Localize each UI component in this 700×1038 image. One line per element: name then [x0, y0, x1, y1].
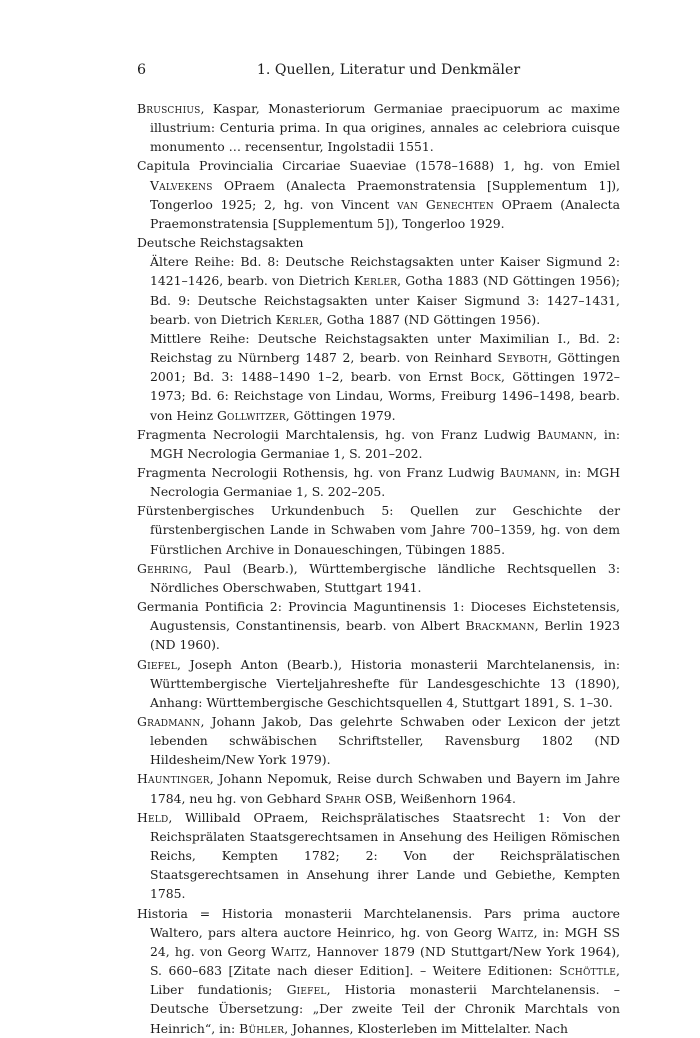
bibliography-list — [137, 99, 620, 1038]
entry-text: Fragmenta Necrologii Rothensis, hg. von Franz Ludwig — [137, 464, 500, 480]
entry-text: , in: MGH SS 24, hg. von Georg — [150, 924, 620, 959]
entry-text: , Berlin 1923 (ND 1960). — [150, 618, 620, 653]
bibliography-entry — [137, 769, 620, 807]
entry-text: , Historia monasterii Marchtelanensis. – Deutsche Übersetzung: „Der zweite Teil der Chronik Marchtals von Heinrich“, in: — [150, 982, 620, 1036]
entry-text: , Paul (Bearb.), Württembergische ländliche Rechtsquellen 3: Nördliches Oberschwaben, Stuttgart 1941. — [150, 560, 620, 595]
entry-text: , Johannes, Klosterleben im Mittelalter. Nach — [284, 1020, 568, 1036]
page-number: 6 — [137, 62, 147, 78]
entry-text: OSB, Weißenhorn 1964. — [360, 790, 516, 806]
bibliography-entry — [137, 501, 620, 558]
entry-text: , Johann Nepomuk, Reise durch Schwaben und Bayern im Jahre 1784, neu hg. von Gebhard — [150, 771, 620, 806]
running-head: 1. Quellen, Literatur und Denkmäler — [256, 62, 521, 78]
entry-text: , Hannover 1879 (ND Stuttgart/New York 1964), S. 660–683 [Zitate nach dieser Edition]. – Weitere Editionen: — [150, 943, 620, 979]
page-header — [137, 62, 620, 84]
entry-text: Ältere Reihe: Bd. 8: Deutsche Reichstagsakten unter Kaiser Sigmund 2: 1421–1426, bearb. von Dietrich — [150, 254, 620, 289]
entry-text: , Göttingen 2001; Bd. 3: 1488–1490 1–2, bearb. von Ernst — [150, 350, 620, 385]
bibliography-entry — [137, 156, 620, 233]
bibliography-entry — [137, 559, 620, 597]
author-name: Seyboth — [497, 350, 548, 366]
bibliography-entry — [137, 655, 620, 712]
bibliography-entry — [137, 99, 620, 156]
author-name: Held — [137, 809, 169, 825]
bibliography-entry — [137, 808, 620, 904]
entry-text: Germania Pontificia 2: Provincia Maguntinensis 1: Dioceses Eichstetensis, Augustensis, Constantinensis, bearb. von Albert — [137, 599, 620, 634]
author-name: Bock — [470, 369, 502, 385]
entry-text: , Willibald OPraem, Reichsprälatisches Staatsrecht 1: Von der Reichsprälaten Staatsgerechtsamen in Ansehung des Heiligen Römischen Reichs, Kempten 1782; 2: Von der Reichsprälatischen Staatsgerechtsamen in Ansehung ihrer Lande und Gebiethe, Kempten 1785. — [150, 809, 620, 902]
author-name: Brackmann — [465, 618, 535, 634]
entry-text: , Kaspar, Monasteriorum Germaniae praecipuorum ac maxime illustrium: Centuria prima. In qua origines, annales ac celebriora cuisque monumento … recensentur, Ingolstadii 1551. — [150, 101, 620, 155]
entry-text: , Göttingen 1972–1973; Bd. 6: Reichstage von Lindau, Worms, Freiburg 1496–1498, bearb. von Heinz — [150, 369, 620, 423]
author-name: Spahr — [325, 790, 361, 806]
author-name: Kerler — [353, 273, 398, 289]
entry-text: , Liber fundationis; — [150, 963, 620, 998]
author-name: Hauntinger — [137, 771, 210, 787]
author-name: Gradmann — [137, 714, 201, 729]
bibliography-entry — [137, 712, 620, 769]
author-name: Schöttle — [559, 963, 617, 979]
author-name: Bühler — [239, 1020, 285, 1036]
entry-text: OPraem (Analecta Praemonstratensia [Supplementum 5]), Tongerloo 1929. — [150, 196, 620, 231]
author-name: Baumann — [499, 464, 557, 480]
entry-text: Capitula Provincialia Circariae Suaeviae (1578–1688) 1, hg. von Emiel — [137, 158, 620, 174]
author-name: Bruschius — [137, 101, 201, 116]
author-name: Giefel — [137, 656, 178, 672]
entry-text: , in: MGH Necrologia Germaniae 1, S. 201–202. — [150, 426, 621, 461]
author-name: Valvekens — [150, 177, 213, 193]
author-name: Waitz — [271, 943, 308, 959]
bibliography-entry — [137, 597, 620, 654]
entry-text: Historia = Historia monasterii Marchtelanensis. Pars prima auctore Waltero, pars altera auctore Heinrico, hg. von Georg — [137, 905, 620, 940]
bibliography-entry — [137, 425, 620, 463]
entry-text: Fragmenta Necrologii Marchtalensis, hg. von Franz Ludwig — [137, 426, 538, 442]
author-name: Giefel — [286, 982, 327, 998]
bibliography-subentry — [137, 252, 620, 329]
entry-text: , Joseph Anton (Bearb.), Historia monasterii Marchtelanensis, in: Württembergische Vierteljahreshefte für Landesgeschichte 13 (1890), Anhang: Württembergische Geschichtsquellen 4, Stuttgart 1891, S. 1–30. — [150, 656, 620, 710]
entry-text: OPraem (Analecta Praemonstratensia [Supplementum 1]), Tongerloo 1925; 2, hg. von Vincent — [150, 177, 620, 212]
entry-text: Mittlere Reihe: Deutsche Reichstagsakten unter Maximilian I., Bd. 2: Reichstag zu Nürnberg 1487 2, bearb. von Reinhard — [150, 330, 620, 366]
entry-text: , Johann Jakob, Das gelehrte Schwaben oder Lexicon der jetzt lebenden schwäbischen Schriftsteller, Ravensburg 1802 (ND Hildesheim/New York 1979). — [150, 714, 620, 768]
entry-text: , in: MGH Necrologia Germaniae 1, S. 202–205. — [150, 464, 620, 500]
author-name: Kerler — [275, 311, 319, 327]
bibliography-entry — [137, 904, 620, 1038]
bibliography-entry — [137, 463, 620, 501]
author-name: van Genechten — [397, 196, 494, 212]
bibliography-entry — [137, 233, 620, 252]
author-name: Baumann — [537, 426, 594, 442]
entry-text: Deutsche Reichstagsakten — [137, 235, 304, 251]
bibliography-subentry — [137, 329, 620, 425]
entry-text: , Göttingen 1979. — [285, 407, 396, 423]
author-name: Waitz — [497, 924, 534, 940]
entry-text: , Gotha 1883 (ND Göttingen 1956); Bd. 9: Deutsche Reichstagsakten unter Kaiser Sigmund 3: 1427–1431, bearb. von Dietrich — [150, 273, 620, 327]
entry-text: Fürstenbergisches Urkundenbuch 5: Quellen zur Geschichte der fürstenbergischen Lande in Schwaben vom Jahre 700–1359, hg. von dem Fürstlichen Archive in Donaueschingen, Tübingen 1885. — [137, 503, 620, 557]
author-name: Gollwitzer — [216, 407, 286, 423]
entry-text: , Gotha 1887 (ND Göttingen 1956). — [318, 311, 541, 327]
author-name: Gehring — [137, 560, 189, 576]
